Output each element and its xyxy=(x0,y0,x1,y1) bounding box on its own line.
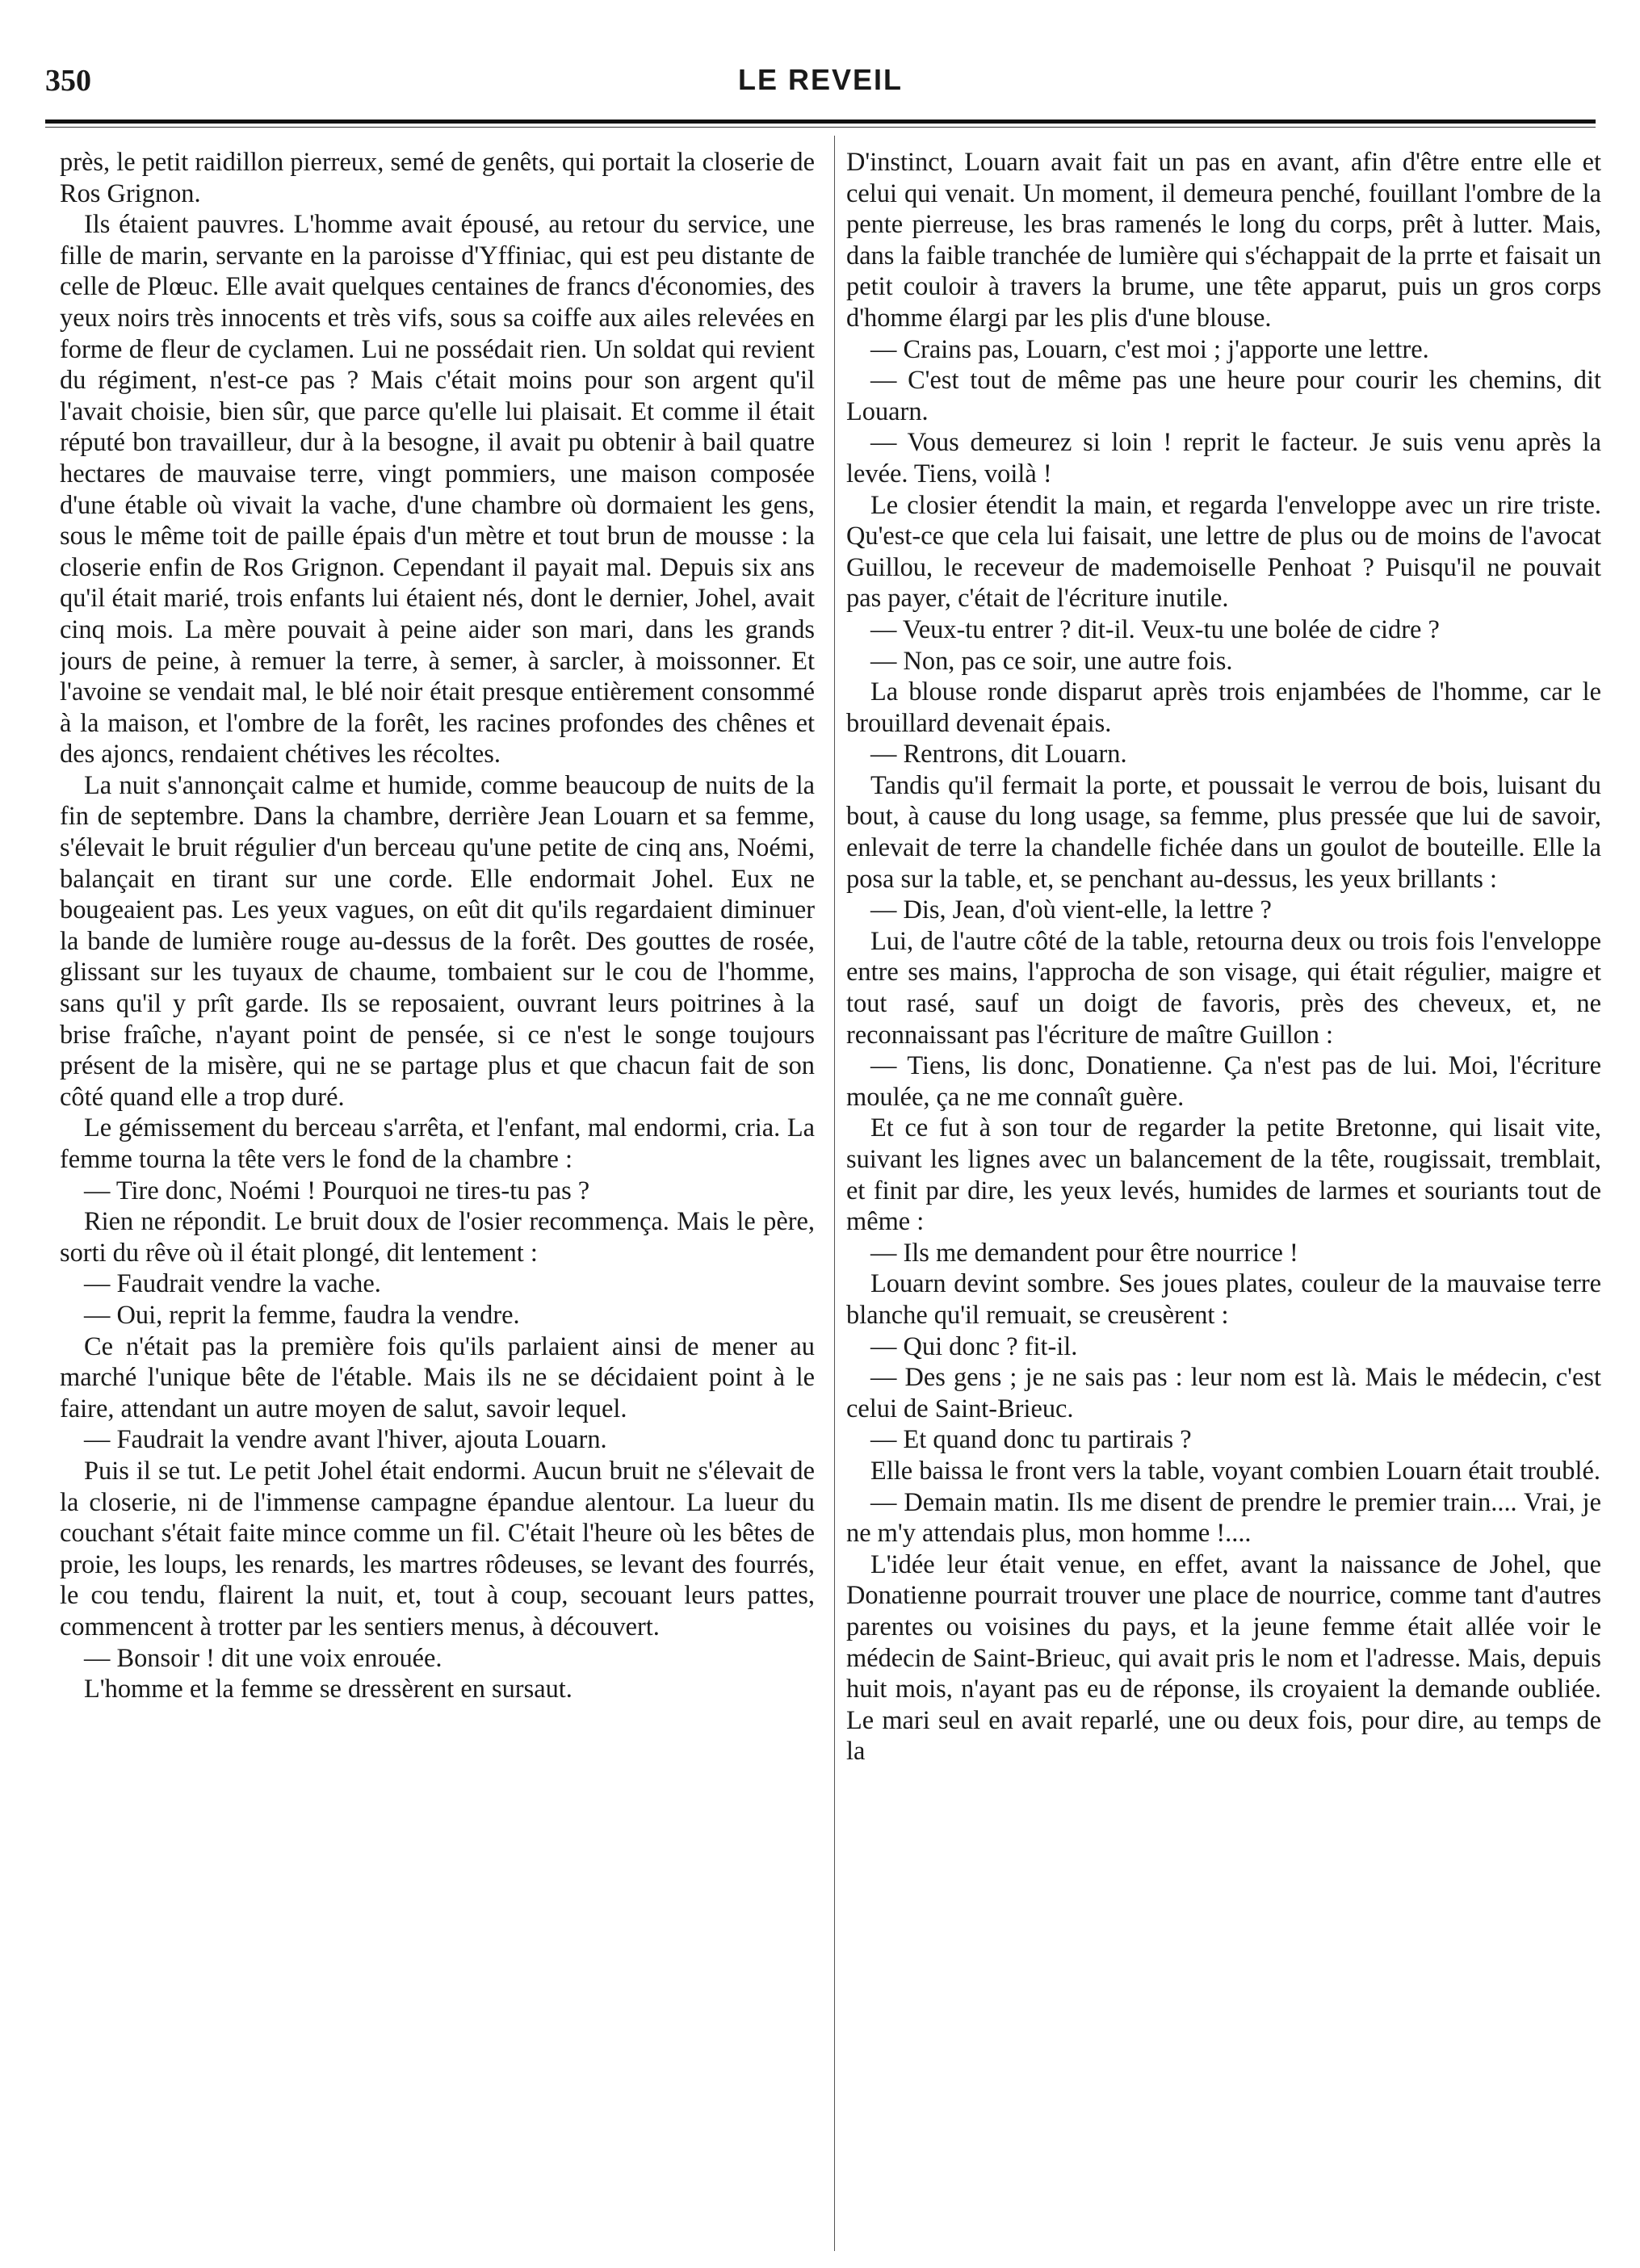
paragraph: Et ce fut à son tour de regarder la petite Bretonne, qui lisait vite, suivant les lignes avec un balancement de la tête, rougissait, tremblait, et finit par dire, les yeux levés, humides de larmes et souriants tout de même : xyxy=(846,1113,1601,1237)
paragraph: — Rentrons, dit Louarn. xyxy=(870,740,1127,769)
paragraph: — Faudrait vendre la vache. xyxy=(84,1269,381,1299)
header-rule xyxy=(45,119,1596,124)
header-rule-thin xyxy=(45,127,1596,128)
paragraph: Ils étaient pauvres. L'homme avait épousé, au retour du service, une fille de marin, servante en la paroisse d'Yffiniac, qui est peu distante de celle de Plœuc. Elle avait quelques centaines de francs d'économies, des yeux noirs très innocents et très vifs, sous sa coiffe aux ailes relevées en forme de fleur de cyclamen. Lui ne possédait rien. Un soldat qui revient du régiment, n'est-ce pas ? Mais c'était moins pour son argent qu'il l'avait choisie, bien sûr, que parce qu'elle lui plaisait. Et comme il était réputé bon travailleur, dur à la besogne, il avait pu obtenir à bail quatre hectares de mauvaise terre, vingt pommiers, une maison composée d'une étable où vivait la vache, d'une chambre où dormaient les gens, sous le même toit de paille épais d'un mètre et tout brun de mousse : la closerie enfin de Ros Grignon. Cependant il payait mal. Depuis six ans qu'il était marié, trois enfants lui étaient nés, dont le dernier, Johel, avait cinq mois. La mère pouvait à peine aider son mari, dans les grands jours de peine, à remuer la terre, à semer, à sarcler, à moissonner. Et l'avoine se vendait mal, le blé noir était presque entièrement consommé à la maison, et l'ombre de la forêt, les racines profondes des chênes et des ajoncs, rendaient chétives les récoltes. xyxy=(60,210,815,769)
paragraph: Lui, de l'autre côté de la table, retourna deux ou trois fois l'enveloppe entre ses mains, l'approcha de son visage, qui était régulier, maigre et tout rasé, sauf un doigt de favoris, près des cheveux, et, ne reconnaissant pas l'écriture de maître Guillon : xyxy=(846,926,1601,1050)
paragraph: Rien ne répondit. Le bruit doux de l'osier recommença. Mais le père, sorti du rêve où il était plongé, dit lentement : xyxy=(60,1207,815,1268)
column-divider xyxy=(834,136,835,2251)
paragraph: — Oui, reprit la femme, faudra la vendre. xyxy=(84,1300,520,1330)
paragraph: L'homme et la femme se dressèrent en sursaut. xyxy=(84,1675,573,1704)
paragraph: — Faudrait la vendre avant l'hiver, ajouta Louarn. xyxy=(84,1425,607,1455)
paragraph: Puis il se tut. Le petit Johel était endormi. Aucun bruit ne s'élevait de la closerie, ni de l'immense campagne épandue alentour. La lueur du couchant s'était faite mince comme un fil. C'était l'heure où les bêtes de proie, les loups, les renards, les martres rôdeuses, se levant des fourrés, le cou tendu, flairent la nuit, et, tout à coup, secouant leurs pattes, commencent à trotter par les sentiers menus, à découvert. xyxy=(60,1456,815,1641)
page-number: 350 xyxy=(45,64,91,98)
paragraph: près, le petit raidillon pierreux, semé de genêts, qui portait la closerie de Ros Grignon. xyxy=(60,148,815,208)
paragraph: — Des gens ; je ne sais pas : leur nom est là. Mais le médecin, c'est celui de Saint-Brieuc. xyxy=(846,1363,1601,1423)
paragraph: — Bonsoir ! dit une voix enrouée. xyxy=(84,1643,443,1673)
paragraph: — Dis, Jean, d'où vient-elle, la lettre ? xyxy=(870,895,1272,925)
paragraph: Ce n'était pas la première fois qu'ils parlaient ainsi de mener au marché l'unique bête de l'étable. Mais ils ne se décidaient point à le faire, attendant un autre moyen de salut, savoir lequel. xyxy=(60,1331,815,1423)
paragraph: — C'est tout de même pas une heure pour courir les chemins, dit Louarn. xyxy=(846,366,1601,426)
paragraph: D'instinct, Louarn avait fait un pas en avant, afin d'être entre elle et celui qui venait. Un moment, il demeura penché, fouillant l'ombre de la pente pierreuse, les bras ramenés le long du corps, prêt à lutter. Mais, dans la faible tranchée de lumière qui s'échappait de la prrte et faisait un petit couloir à travers la brume, une tête apparut, puis un gros corps d'homme élargi par les plis d'une blouse. xyxy=(846,148,1601,333)
running-title: LE REVEIL xyxy=(737,63,904,96)
paragraph: — Ils me demandent pour être nourrice ! xyxy=(870,1238,1298,1268)
paragraph: — Veux-tu entrer ? dit-il. Veux-tu une bolée de cidre ? xyxy=(870,614,1440,644)
paragraph: Elle baissa le front vers la table, voyant combien Louarn était troublé. xyxy=(870,1456,1600,1486)
paragraph: La nuit s'annonçait calme et humide, comme beaucoup de nuits de la fin de septembre. Dans la chambre, derrière Jean Louarn et sa femme, s'élevait le bruit régulier d'un berceau qu'une petite de cinq ans, Noémi, balançait en tirant sur une corde. Elle endormait Johel. Eux ne bougeaient pas. Les yeux vagues, on eût dit qu'ils regardaient diminuer la bande de lumière rouge au-dessus de la forêt. Des gouttes de rosée, glissant sur les tuyaux de chaume, tombaient sur le cou de l'homme, sans qu'il y prît garde. Ils se reposaient, ouvrant leurs poitrines à la brise fraîche, n'ayant point de pensée, si ce n'est le songe toujours présent de la misère, qui ne se partage plus et que chacun fait de son côté quand elle a trop duré. xyxy=(60,770,815,1112)
page-header xyxy=(45,63,1596,111)
paragraph: — Vous demeurez si loin ! reprit le facteur. Je suis venu après la levée. Tiens, voilà ! xyxy=(846,428,1601,488)
paragraph: — Demain matin. Ils me disent de prendre le premier train.... Vrai, je ne m'y attendais plus, mon homme !.... xyxy=(846,1487,1601,1549)
paragraph: — Crains pas, Louarn, c'est moi ; j'apporte une lettre. xyxy=(870,334,1429,364)
paragraph: — Tire donc, Noémi ! Pourquoi ne tires-tu pas ? xyxy=(84,1176,590,1205)
paragraph: — Tiens, lis donc, Donatienne. Ça n'est pas de lui. Moi, l'écriture moulée, ça ne me connaît guère. xyxy=(846,1051,1601,1112)
paragraph: La blouse ronde disparut après trois enjambées de l'homme, car le brouillard devenait épais. xyxy=(846,677,1601,738)
left-column xyxy=(60,147,815,2254)
paragraph: Louarn devint sombre. Ses joues plates, couleur de la mauvaise terre blanche qu'il remuait, se creusèrent : xyxy=(846,1269,1601,1330)
paragraph: Le closier étendit la main, et regarda l'enveloppe avec un rire triste. Qu'est-ce que cela lui faisait, une lettre de plus ou de moins de l'avocat Guillou, le receveur de mademoiselle Penhoat ? Puisqu'il ne pouvait pas payer, c'était de l'écriture inutile. xyxy=(846,490,1601,614)
paragraph: Le gémissement du berceau s'arrêta, et l'enfant, mal endormi, cria. La femme tourna la tête vers le fond de la chambre : xyxy=(60,1113,815,1174)
paragraph: — Et quand donc tu partirais ? xyxy=(870,1425,1192,1455)
paragraph: — Qui donc ? fit-il. xyxy=(870,1331,1078,1361)
paragraph: L'idée leur était venue, en effet, avant la naissance de Johel, que Donatienne pourrait trouver une place de nourrice, comme tant d'autres parentes ou voisines du pays, et la jeune femme était allée voir le médecin de Saint-Brieuc, qui avait pris le nom et l'adresse. Mais, depuis huit mois, n'ayant pas eu de réponse, ils croyaient la demande oubliée. Le mari seul en avait reparlé, une ou deux fois, pour dire, au temps de la xyxy=(846,1549,1601,1767)
right-column xyxy=(846,147,1601,2254)
paragraph: — Non, pas ce soir, une autre fois. xyxy=(870,646,1233,676)
paragraph: Tandis qu'il fermait la porte, et poussait le verrou de bois, luisant du bout, à cause du long usage, sa femme, plus pressée que lui de savoir, enlevait de terre la chandelle fichée dans un goulot de bouteille. Elle la posa sur la table, et, se penchant au-dessus, les yeux brillants : xyxy=(846,770,1601,894)
